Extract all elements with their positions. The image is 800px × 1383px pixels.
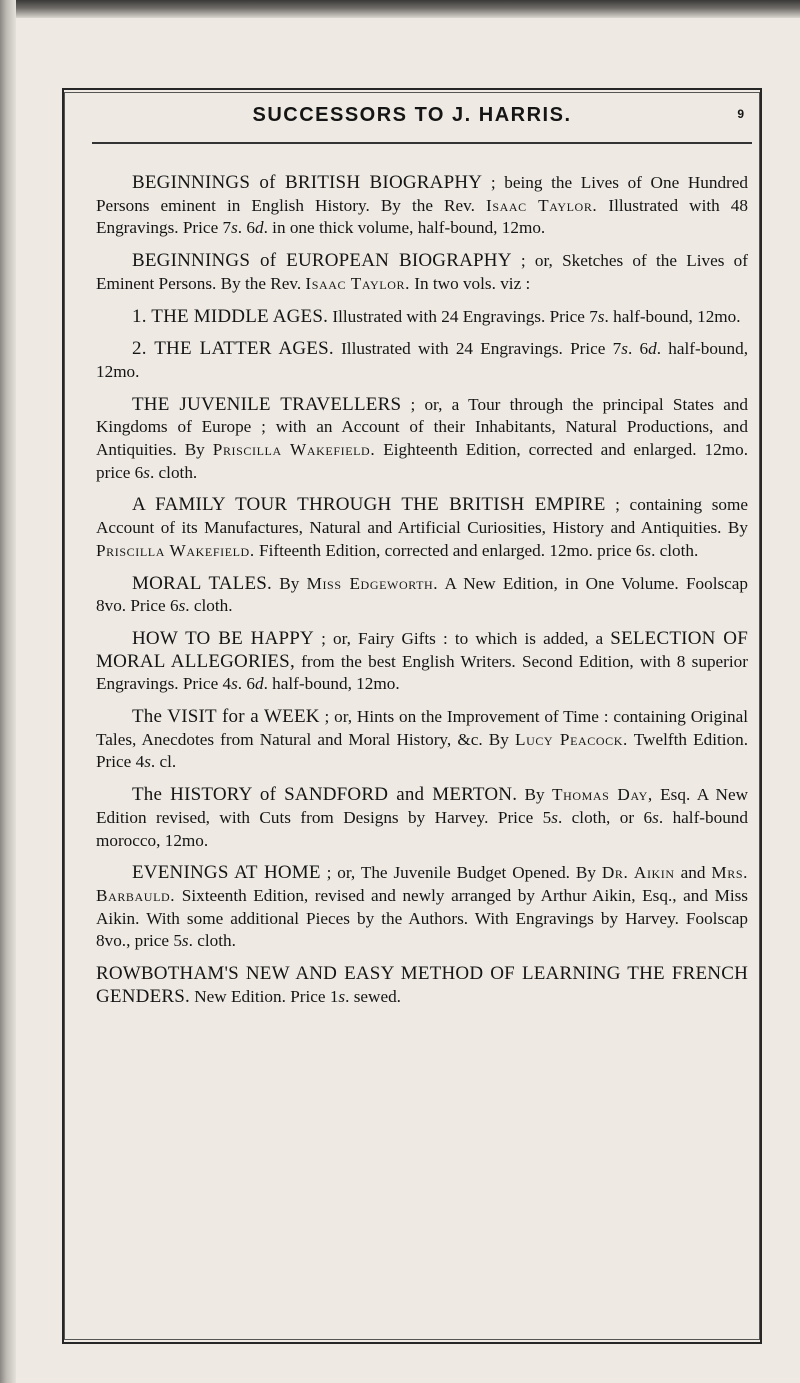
entry-how-to-be-happy: HOW TO BE HAPPY ; or, Fairy Gifts : to which is added, a SELECTION OF MORAL ALLEGORIES, from the best English Writers. Second Edition, with 8 superior Engravings. Price 4s. 6d. half-bound, 12mo. (96, 627, 748, 694)
entry-british-biography: BEGINNINGS of BRITISH BIOGRAPHY ; being the Lives of One Hundred Persons eminent in English History. By the Rev. Isaac Taylor. Illustrated with 48 Engravings. Price 7s. 6d. in one thick volume, half-bound, 12mo. (96, 172, 748, 238)
entry-latter-ages: 2. THE LATTER AGES. Illustrated with 24 Engravings. Price 7s. 6d. half-bound, 12mo. (96, 338, 749, 381)
running-head (64, 104, 760, 127)
entry-moral-tales: MORAL TALES. By Miss Edgeworth. A New Edition, in One Volume. Foolscap 8vo. Price 6s. cloth. (96, 572, 749, 616)
entry-european-biography: BEGINNINGS of EUROPEAN BIOGRAPHY ; or, Sketches of the Lives of Eminent Persons. By the Rev. Isaac Taylor. In two vols. viz : (96, 250, 748, 293)
catalogue-entries (96, 172, 748, 1019)
entry-evenings-at-home: EVENINGS AT HOME ; or, The Juvenile Budget Opened. By Dr. Aikin and Mrs. Barbauld. Sixteenth Edition, revised and newly arranged by Arthur Aikin, Esq., and Miss Aikin. With some additional Pieces by the Authors. With Engravings by Harvey. Foolscap 8vo., price 5s. cloth. (96, 862, 749, 951)
entry-french-genders: ROWBOTHAM'S NEW AND EASY METHOD OF LEARNING THE FRENCH GENDERS. New Edition. Price 1s. sewed. (96, 963, 748, 1007)
page-top-edge (0, 0, 800, 18)
header-rule (92, 142, 752, 144)
entry-middle-ages: 1. THE MIDDLE AGES. Illustrated with 24 Engravings. Price 7s. half-bound, 12mo. (132, 305, 741, 327)
entry-family-tour: A FAMILY TOUR THROUGH THE BRITISH EMPIRE ; containing some Account of its Manufactures, Natural and Artificial Curiosities, History and Antiquities. By Priscilla Wakefield. Fifteenth Edition, corrected and enlarged. 12mo. price 6s. cloth. (96, 494, 748, 560)
book-spine-shadow (0, 0, 16, 1383)
entry-juvenile-travellers: THE JUVENILE TRAVELLERS ; or, a Tour through the principal States and Kingdoms of Europe ; with an Account of their Inhabitants, Natural Productions, and Antiquities. By Priscilla Wakefield. Eighteenth Edition, corrected and enlarged. 12mo. price 6s. cloth. (96, 393, 749, 482)
entry-sandford-and-merton: The HISTORY of SANDFORD and MERTON. By Thomas Day, Esq. A New Edition revised, with Cuts from Designs by Harvey. Price 5s. cloth, or 6s. half-bound morocco, 12mo. (96, 784, 748, 850)
page-number: 9 (737, 107, 744, 121)
entry-visit-for-a-week: The VISIT for a WEEK ; or, Hints on the Improvement of Time : containing Original Tales, Anecdotes from Natural and Moral History, &c. By Lucy Peacock. Twelfth Edition. Price 4s. cl. (96, 706, 748, 772)
running-head-title: SUCCESSORS TO J. HARRIS. (252, 104, 572, 126)
